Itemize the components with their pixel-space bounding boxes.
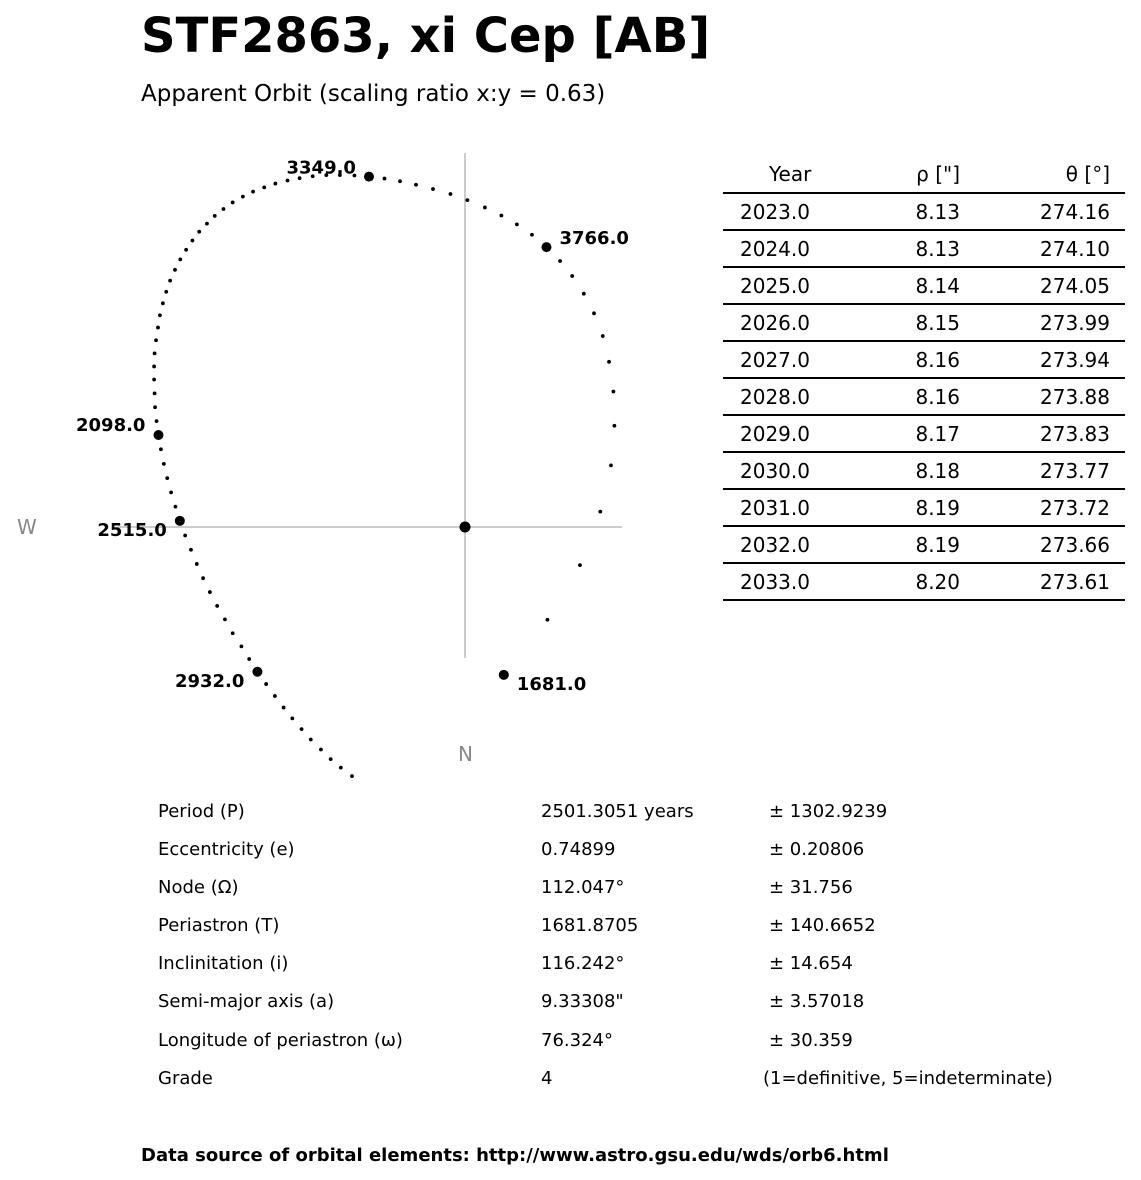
orbit-point bbox=[609, 464, 613, 468]
orbit-point bbox=[152, 365, 156, 369]
orbit-point bbox=[152, 378, 156, 382]
orbit-point bbox=[156, 326, 160, 330]
compass-north-label: N bbox=[458, 742, 473, 766]
orbit-point bbox=[612, 424, 616, 428]
orbit-point bbox=[530, 233, 534, 237]
orbit-point bbox=[499, 214, 503, 218]
element-error: ± 30.359 bbox=[769, 1029, 853, 1051]
ephemeris-year-cell: 2026.0 bbox=[723, 304, 840, 341]
ephemeris-row bbox=[723, 563, 1125, 600]
epoch-label: 1681.0 bbox=[516, 673, 587, 695]
element-name: Eccentricity (e) bbox=[158, 839, 295, 861]
element-name: Grade bbox=[158, 1067, 213, 1089]
orbit-point bbox=[174, 505, 178, 509]
epoch-marker bbox=[153, 430, 163, 440]
ephemeris-theta-cell: 273.88 bbox=[960, 378, 1125, 415]
orbit-point bbox=[158, 313, 162, 317]
epoch-label: 2932.0 bbox=[174, 670, 245, 692]
orbit-point bbox=[431, 187, 435, 191]
orbit-point bbox=[570, 274, 574, 278]
element-name: Periastron (T) bbox=[158, 915, 280, 937]
orbit-point bbox=[201, 576, 205, 580]
orbit-point bbox=[290, 716, 294, 720]
ephemeris-row bbox=[723, 489, 1125, 526]
element-error: ± 3.57018 bbox=[769, 991, 865, 1013]
orbit-point bbox=[215, 604, 219, 608]
col-header-theta: θ [°] bbox=[960, 156, 1125, 193]
ephemeris-theta-cell: 274.05 bbox=[960, 267, 1125, 304]
ephemeris-row bbox=[723, 193, 1125, 230]
element-value: 4 bbox=[541, 1067, 553, 1089]
ephemeris-rho-cell: 8.13 bbox=[840, 230, 960, 267]
element-name: Longitude of periastron (ω) bbox=[158, 1029, 403, 1051]
orbit-point bbox=[189, 548, 193, 552]
ephemeris-theta-cell: 273.94 bbox=[960, 341, 1125, 378]
orbit-point bbox=[154, 338, 158, 342]
orbit-point bbox=[240, 644, 244, 648]
orbit-point bbox=[213, 214, 217, 218]
orbit-point bbox=[162, 462, 166, 466]
orbit-point bbox=[350, 774, 354, 778]
orbit-point bbox=[546, 618, 550, 622]
ephemeris-table bbox=[723, 156, 1125, 601]
col-header-rho: ρ ["] bbox=[840, 156, 960, 193]
ephemeris-rho-cell: 8.18 bbox=[840, 452, 960, 489]
ephemeris-theta-cell: 274.10 bbox=[960, 230, 1125, 267]
ephemeris-year-cell: 2027.0 bbox=[723, 341, 840, 378]
orbit-point bbox=[231, 201, 235, 205]
epoch-markers bbox=[76, 158, 629, 695]
ephemeris-theta-cell: 273.61 bbox=[960, 563, 1125, 600]
element-error: ± 31.756 bbox=[769, 877, 853, 899]
epoch-marker bbox=[499, 670, 509, 680]
orbit-point bbox=[164, 290, 168, 294]
ephemeris-rho-cell: 8.19 bbox=[840, 526, 960, 563]
orbit-point bbox=[247, 657, 251, 661]
element-value: 112.047° bbox=[541, 877, 625, 899]
epoch-marker bbox=[364, 172, 374, 182]
chart-title: STF2863, xi Cep [AB] bbox=[141, 8, 711, 64]
epoch-label: 3349.0 bbox=[286, 157, 356, 179]
ephemeris-theta-cell: 274.16 bbox=[960, 193, 1125, 230]
orbit-point bbox=[449, 192, 453, 196]
orbit-point bbox=[165, 476, 169, 480]
orbit-point bbox=[414, 183, 418, 187]
orbit-point bbox=[300, 727, 304, 731]
element-error: ± 140.6652 bbox=[769, 915, 876, 937]
element-value: 116.242° bbox=[541, 953, 625, 975]
ephemeris-rho-cell: 8.17 bbox=[840, 415, 960, 452]
ephemeris-year-cell: 2023.0 bbox=[723, 193, 840, 230]
orbit-point bbox=[153, 405, 157, 409]
ephemeris-theta-cell: 273.77 bbox=[960, 452, 1125, 489]
element-name: Semi-major axis (a) bbox=[158, 991, 335, 1013]
data-source-note: Data source of orbital elements: http://www.astro.gsu.edu/wds/orb6.html bbox=[141, 1145, 889, 1166]
orbit-point bbox=[184, 248, 188, 252]
ephemeris-row bbox=[723, 230, 1125, 267]
ephemeris-year-cell: 2031.0 bbox=[723, 489, 840, 526]
ephemeris-rho-cell: 8.13 bbox=[840, 193, 960, 230]
element-name: Inclinitation (i) bbox=[158, 953, 289, 975]
element-error: ± 14.654 bbox=[769, 953, 853, 975]
orbit-point bbox=[282, 706, 286, 710]
chart-subtitle: Apparent Orbit (scaling ratio x:y = 0.63) bbox=[141, 81, 606, 107]
orbit-point bbox=[558, 259, 562, 263]
orbit-point bbox=[208, 590, 212, 594]
element-name: Period (P) bbox=[158, 801, 245, 822]
epoch-marker bbox=[541, 242, 551, 252]
ephemeris-theta-cell: 273.83 bbox=[960, 415, 1125, 452]
orbit-point bbox=[169, 490, 173, 494]
orbit-point bbox=[161, 301, 165, 305]
orbit-point bbox=[251, 190, 255, 194]
ephemeris-year-cell: 2025.0 bbox=[723, 267, 840, 304]
element-error: ± 1302.9239 bbox=[769, 801, 888, 822]
ephemeris-theta-cell: 273.72 bbox=[960, 489, 1125, 526]
ephemeris-year-cell: 2032.0 bbox=[723, 526, 840, 563]
orbit-point bbox=[398, 179, 402, 183]
element-name: Node (Ω) bbox=[158, 877, 239, 899]
ephemeris-row bbox=[723, 341, 1125, 378]
ephemeris-row bbox=[723, 452, 1125, 489]
element-value: 76.324° bbox=[541, 1029, 613, 1051]
orbit-point bbox=[222, 207, 226, 211]
element-value: 0.74899 bbox=[541, 839, 616, 861]
orbit-point bbox=[339, 766, 343, 770]
epoch-marker bbox=[252, 667, 262, 677]
orbit-point bbox=[592, 311, 596, 315]
ephemeris-row bbox=[723, 415, 1125, 452]
ephemeris-year-cell: 2030.0 bbox=[723, 452, 840, 489]
orbit-point bbox=[578, 563, 582, 567]
orbit-point bbox=[262, 186, 266, 190]
epoch-marker bbox=[175, 516, 185, 526]
orbit-point bbox=[264, 682, 268, 686]
orbit-point bbox=[197, 230, 201, 234]
col-header-year: Year bbox=[723, 156, 840, 193]
ephemeris-row bbox=[723, 267, 1125, 304]
orbit-point bbox=[612, 390, 616, 394]
ephemeris-year-cell: 2033.0 bbox=[723, 563, 840, 600]
orbit-point bbox=[191, 239, 195, 243]
orbit-point bbox=[286, 179, 290, 183]
orbit-point bbox=[273, 182, 277, 186]
orbit-point bbox=[195, 562, 199, 566]
ephemeris-rho-cell: 8.16 bbox=[840, 341, 960, 378]
orbit-point bbox=[173, 268, 177, 272]
orbit-point bbox=[155, 419, 159, 423]
ephemeris-rho-cell: 8.15 bbox=[840, 304, 960, 341]
orbit-point bbox=[319, 748, 323, 752]
orbit-point bbox=[483, 206, 487, 210]
ephemeris-row bbox=[723, 526, 1125, 563]
ephemeris-rho-cell: 8.19 bbox=[840, 489, 960, 526]
ephemeris-rho-cell: 8.14 bbox=[840, 267, 960, 304]
primary-star-marker bbox=[460, 522, 471, 533]
orbit-point bbox=[168, 279, 172, 283]
ephemeris-rho-cell: 8.20 bbox=[840, 563, 960, 600]
plot-axes bbox=[118, 153, 622, 658]
orbit-point bbox=[153, 392, 157, 396]
orbit-point bbox=[273, 694, 277, 698]
orbit-point bbox=[178, 258, 182, 262]
orbit-point bbox=[582, 292, 586, 296]
ephemeris-row bbox=[723, 378, 1125, 415]
orbit-point bbox=[309, 738, 313, 742]
epoch-label: 2515.0 bbox=[97, 519, 167, 541]
element-value: 1681.8705 bbox=[541, 915, 639, 937]
ephemeris-year-cell: 2029.0 bbox=[723, 415, 840, 452]
orbit-point bbox=[598, 510, 602, 514]
element-value: 9.33308" bbox=[541, 991, 624, 1013]
orbit-point bbox=[183, 534, 187, 538]
ephemeris-header-row bbox=[723, 156, 1125, 193]
compass-west-label: W bbox=[17, 515, 37, 539]
orbit-point bbox=[466, 198, 470, 202]
element-error: ± 0.20806 bbox=[769, 839, 865, 861]
ephemeris-year-cell: 2024.0 bbox=[723, 230, 840, 267]
ephemeris-theta-cell: 273.66 bbox=[960, 526, 1125, 563]
orbit-point bbox=[607, 360, 611, 364]
orbit-plot bbox=[0, 0, 720, 780]
orbit-point bbox=[205, 222, 209, 226]
orbit-point bbox=[153, 351, 157, 355]
orbit-point bbox=[329, 757, 333, 761]
ephemeris-year-cell: 2028.0 bbox=[723, 378, 840, 415]
element-error: (1=definitive, 5=indeterminate) bbox=[763, 1067, 1053, 1089]
epoch-label: 3766.0 bbox=[559, 228, 629, 250]
ephemeris-row bbox=[723, 304, 1125, 341]
ephemeris-rho-cell: 8.16 bbox=[840, 378, 960, 415]
orbit-point bbox=[223, 618, 227, 622]
orbit-point bbox=[241, 195, 245, 199]
orbit-point bbox=[159, 447, 163, 451]
epoch-label: 2098.0 bbox=[76, 414, 146, 436]
ephemeris-theta-cell: 273.99 bbox=[960, 304, 1125, 341]
orbit-point bbox=[601, 334, 605, 338]
orbit-point bbox=[515, 222, 519, 226]
element-value: 2501.3051 years bbox=[541, 801, 694, 822]
orbit-point bbox=[231, 631, 235, 635]
orbit-point bbox=[383, 177, 387, 181]
